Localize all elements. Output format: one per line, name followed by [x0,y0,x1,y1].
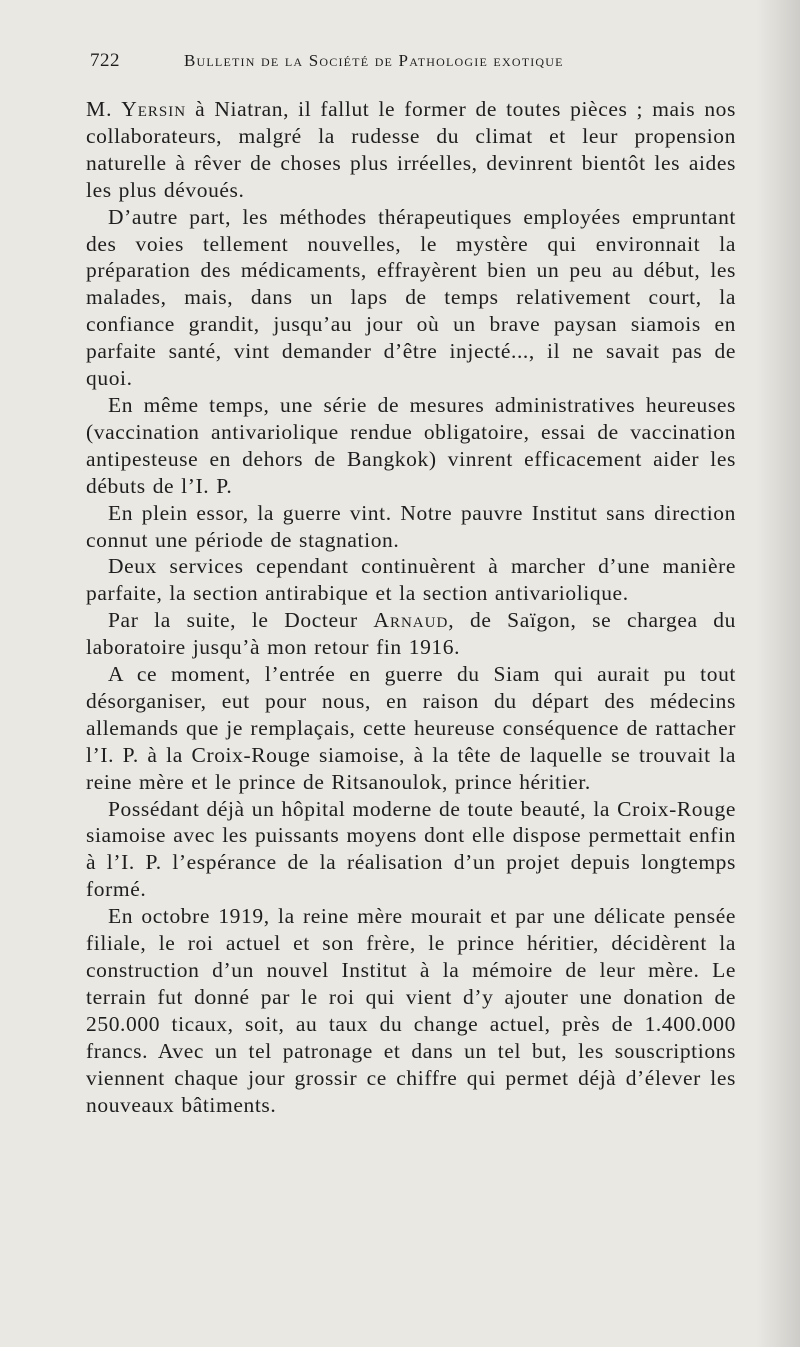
paragraph-8: Possédant déjà un hôpital moderne de toute beauté, la Croix-Rouge siamoise avec les puissants moyens dont elle dispose permettait enfin à l’I. P. l’espérance de la réalisation d’un projet depuis longtemps formé. [86,796,736,902]
body-text [86,96,736,1118]
paragraph-6-before: Par la suite, le Docteur [108,608,374,633]
paragraph-2: D’autre part, les méthodes thérapeutiques employées empruntant des voies tellement nouvelles, le mystère qui environnait la préparation des médicaments, effrayèrent bien un peu au début, les malades, mais, dans un laps de temps relativement court, la confiance grandit, jusqu’au jour où un brave paysan siamois en parfaite santé, vint demander d’être injecté..., il ne savait pas de quoi. [86,204,736,391]
paragraph-5: Deux services cependant continuèrent à marcher d’une manière parfaite, la section antirabique et la section antivariolique. [86,554,736,606]
page-edge-shadow [756,0,800,1347]
paragraph-7: A ce moment, l’entrée en guerre du Siam qui aurait pu tout désorganiser, eut pour nous, en raison du départ des médecins allemands que je remplaçais, cette heureuse conséquence de rattacher l’I. P. à la Croix-Rouge siamoise, à la tête de laquelle se trouvait la reine mère et le prince de Ritsanoulok, prince héritier. [86,662,736,794]
doctor-name-arnaud: Arnaud [373,608,449,633]
page-number: 722 [90,50,120,71]
running-title: Bulletin de la Société de Pathologie exotique [184,51,564,70]
paragraph-4: En plein essor, la guerre vint. Notre pauvre Institut sans direction connut une période de stagnation. [86,500,736,552]
paragraph-6 [86,607,736,661]
paragraph-6-after: , de Saïgon, se chargea du laboratoire jusqu’à mon retour fin 1916. [86,608,737,660]
paragraph-9: En octobre 1919, la reine mère mourait et par une délicate pensée filiale, le roi actuel et son frère, le prince héritier, décidèrent la construction d’un nouvel Institut à la mémoire de leur mère. Le terrain fut donné par le roi qui vient d’y ajouter une donation de 250.000 ticaux, soit, au taux du change actuel, près de 1.400.000 francs. Avec un tel patronage et dans un tel but, les souscriptions viennent chaque jour grossir ce chiffre qui permet déjà d’élever les nouveaux bâtiments. [86,904,736,1117]
paragraph-1-text: à Niatran, il fallut le former de toutes pièces ; mais nos collaborateurs, malgré la rudesse du climat et leur propension naturelle à rêver de choses plus irréelles, devinrent bientôt les aides les plus dévoués. [86,97,736,202]
paragraph-1 [86,96,736,204]
author-name-yersin: M. Yersin [86,97,187,121]
paragraph-3: En même temps, une série de mesures administratives heureuses (vaccination antivariolique rendue obligatoire, essai de vaccination antipesteuse en dehors de Bangkok) vinrent efficacement aider les débuts de l’I. P. [86,392,736,498]
page-header [90,50,750,80]
